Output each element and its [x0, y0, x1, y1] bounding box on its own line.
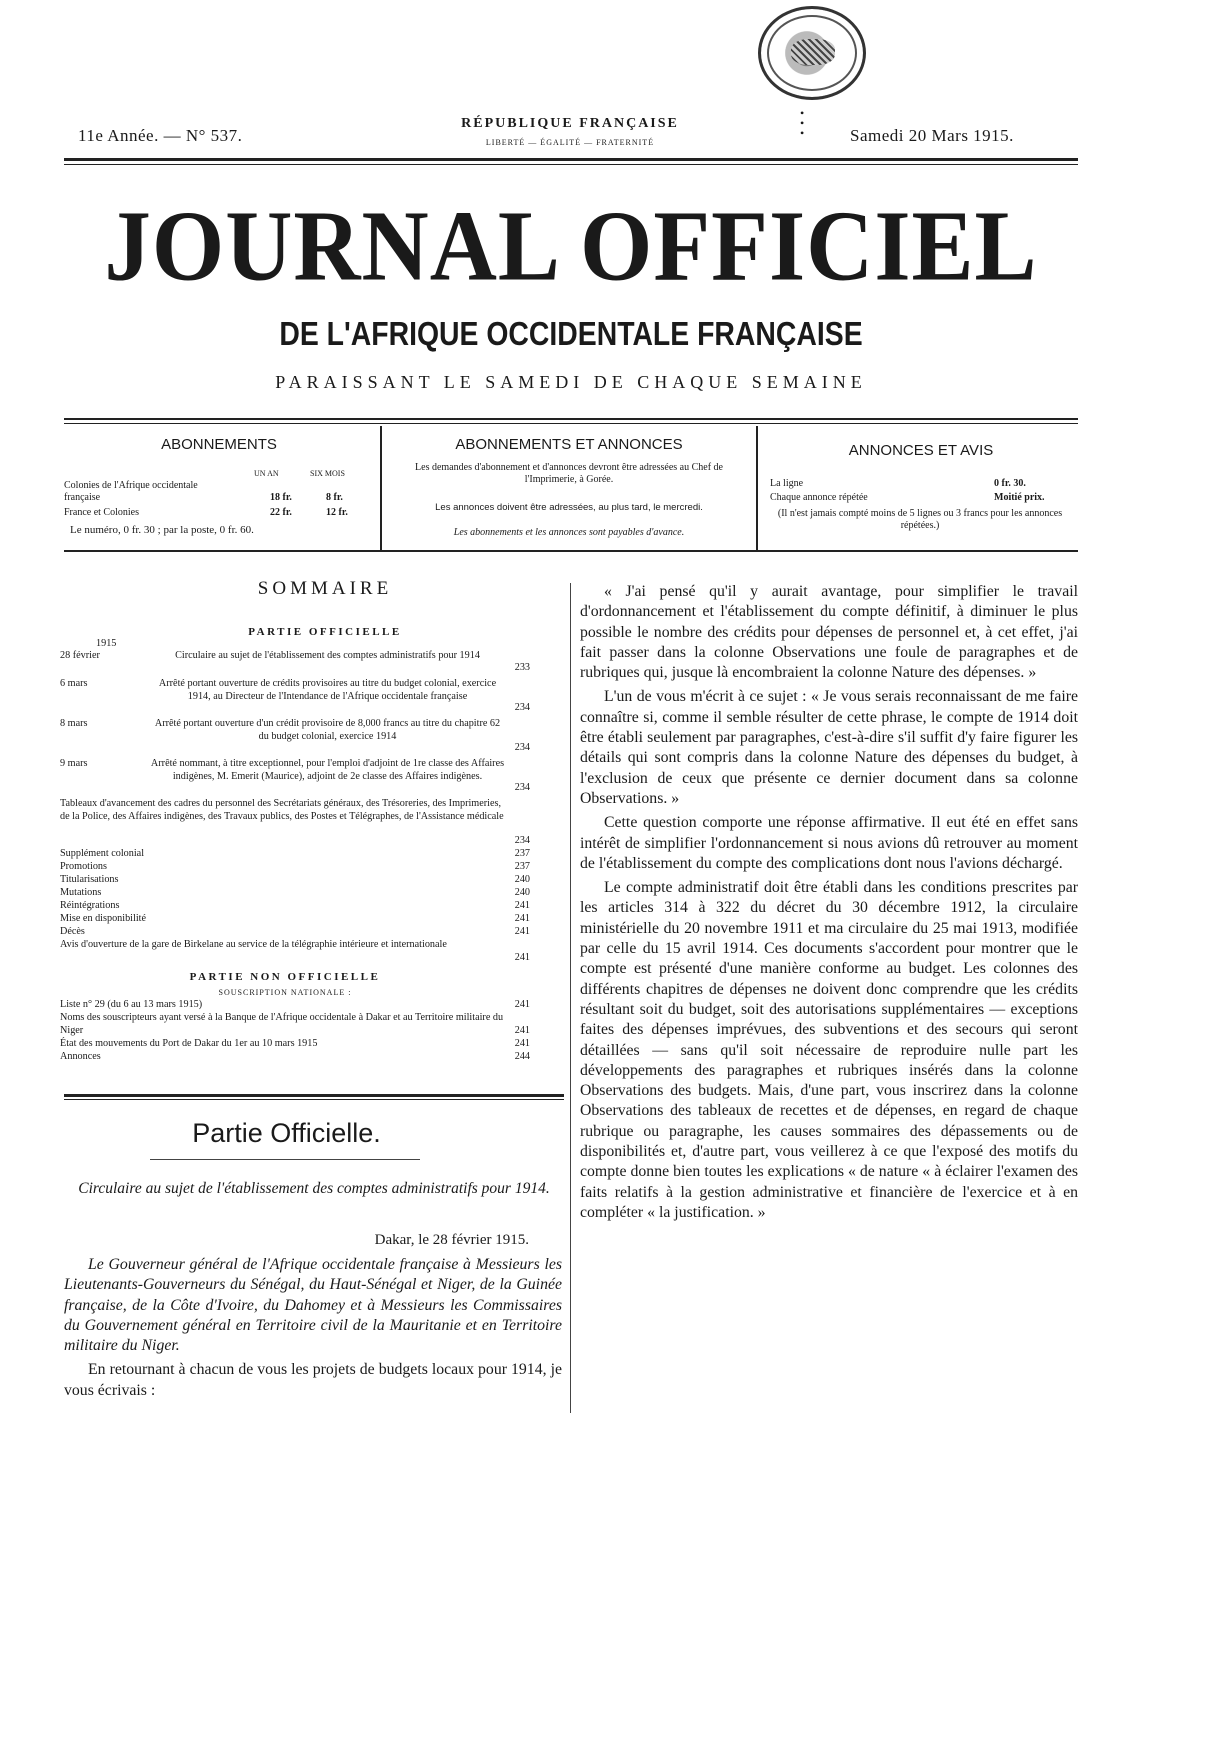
list-item: Avis d'ouverture de la gare de Birkelane au service de la télégraphie intérieure et internationale 241: [60, 939, 530, 963]
paragraph: Le compte administratif doit être établi dans les conditions prescrites par les articles 314 à 322 du décret du 30 décembre 1912, la circulaire ministérielle du 20 novembre 1911 et ma circulaire du 25 mai 1913, modifiée par celle du 15 avril 1914. Ces documents s'accordent pour montrer que le compte est présenté d'une manière conforme au budget. Les colonnes des différents chapitres de dépenses ne doivent donc comprendre que les crédits résultant soit du budget, soit des autorisations supplémentaires — exceptions faites des dépenses imprévues, des subventions et des secours qui seront détaillées — sans qu'il soit nécessaire de reproduire nulle part les développements des paragraphes et rubriques insérés dans la colonne Observations des budgets. Mais, d'une part, vous inscrirez dans la colonne Observations des tableaux de recettes et de dépenses, en regard de chaque rubrique ou paragraphe, les causes sommaires des dépassements ou de disponibilités et, d'autre part, vous veillerez à ce que l'exposé des motifs du compte donne bien toutes les explications « de nature « à éclairer l'examen des faits relatifs à la gestion administrative et financière de l'exercice et à en compléter « la justification. »: [580, 879, 1078, 1221]
box-separator: [380, 426, 382, 550]
circulaire-title: Circulaire au sujet de l'établissement des comptes administratifs pour 1914.: [78, 1180, 550, 1197]
circulaire-date: Dakar, le 28 février 1915.: [374, 1232, 529, 1248]
box-bottom-rule: [64, 550, 1078, 552]
box-separator: [756, 426, 758, 550]
box-top-rule-thin: [64, 423, 1078, 424]
annonces-note: (Il n'est jamais compté moins de 5 lignes ou 3 francs pour les annonces répétées.): [777, 508, 1063, 531]
annonces-avis-box: [764, 426, 1078, 550]
masthead-tagline: PARAISSANT LE SAMEDI DE CHAQUE SEMAINE: [275, 372, 867, 392]
repete-price: Moitié prix.: [994, 492, 1045, 503]
ab-annonces-title: ABONNEMENTS ET ANNONCES: [455, 436, 683, 453]
ligne-price: 0 fr. 30.: [994, 478, 1026, 489]
circulaire-body: [64, 1255, 562, 1401]
ab-annonces-box: [388, 426, 750, 550]
header-rule-thin: [64, 164, 1078, 165]
ornament-dots: • • •: [800, 106, 805, 140]
toc-year: 1915: [96, 638, 117, 649]
col-six-label: SIX MOIS: [310, 469, 345, 478]
box-top-rule: [64, 418, 1078, 420]
ab-annonces-line2: Les annonces doivent être adressées, au plus tard, le mercredi.: [435, 502, 703, 513]
masthead-subtitle: DE L'AFRIQUE OCCIDENTALE FRANÇAISE: [279, 315, 863, 352]
list-item: 28 février Circulaire au sujet de l'établissement des comptes administratifs pour 1914 233: [60, 650, 530, 673]
sommaire-end-rule: [64, 1094, 564, 1097]
circulaire-address: Le Gouverneur général de l'Afrique occidentale française à Messieurs les Lieutenants-Gouverneurs du Sénégal, du Haut-Sénégal et Niger, de la Guinée française, de la Côte d'Ivoire, du Dahomey et à Messieurs les Commissaires du Gouvernement général en Territoire civil de la Mauritanie et en Territoire militaire du Niger.: [64, 1256, 562, 1355]
row1-label: Colonies de l'Afrique occidentale française: [64, 480, 198, 503]
postmark-stamp: [758, 6, 866, 100]
list-item: 8 mars Arrêté portant ouverture d'un crédit provisoire de 8,000 francs au titre du chapitre 62 du budget colonial, exercice 1914 234: [60, 718, 530, 753]
header-rule: [64, 158, 1078, 161]
column-separator: [570, 583, 571, 1413]
abonnements-title: ABONNEMENTS: [161, 436, 277, 453]
numero-price: Le numéro, 0 fr. 30 ; par la poste, 0 fr. 60.: [70, 524, 254, 536]
list-item: Tableaux d'avancement des cadres du personnel des Secrétariats généraux, des Trésoreries, des Imprimeries, de la Police, des Affaires indigènes, des Travaux publics, des Postes et Télégraphes, de l'Assistance médicale 234: [60, 798, 530, 846]
abonnements-box: [64, 426, 374, 550]
paragraph: « J'ai pensé qu'il y aurait avantage, pour simplifier le travail d'ordonnancement et l'établissement du compte définitif, à diminuer le plus possible le nombre des crédits pour dépenses de personnel et, à cet effet, j'ai fait passer dans la colonne Observations une foule de paragraphes et de rubriques qui, jusque là encombraient la colonne Nature des dépenses. »: [580, 583, 1078, 682]
souscription-label: SOUSCRIPTION NATIONALE :: [218, 988, 352, 997]
partie-officielle-title: Partie Officielle.: [192, 1118, 381, 1148]
circulaire-intro: En retournant à chacun de vous les projets de budgets locaux pour 1914, je vous écrivais :: [64, 1361, 562, 1399]
republic-title: RÉPUBLIQUE FRANÇAISE: [461, 116, 679, 131]
annonces-avis-title: ANNONCES ET AVIS: [848, 442, 994, 459]
sommaire-title: SOMMAIRE: [257, 578, 393, 599]
row1-year: 18 fr.: [270, 492, 292, 503]
issue-date: Samedi 20 Mars 1915.: [850, 126, 1014, 145]
partie-officielle-heading: PARTIE OFFICIELLE: [248, 626, 402, 638]
year-issue: 11e Année. — N° 537.: [78, 126, 243, 145]
masthead-title: JOURNAL OFFICIEL: [104, 190, 1038, 303]
divider: [150, 1159, 420, 1160]
list-item: 9 mars Arrêté nommant, à titre exceptionnel, pour l'emploi d'adjoint de 1re classe des Affaires indigènes, M. Emerit (Maurice), adjoint de 2e classe des Affaires indigènes. 234: [60, 758, 530, 793]
ab-annonces-line1: Les demandes d'abonnement et d'annonces devront être adressées au Chef de l'Imprimerie, à Gorée.: [415, 462, 723, 485]
ab-annonces-line3: Les abonnements et les annonces sont payables d'avance.: [453, 527, 685, 538]
sommaire-end-rule-thin: [64, 1099, 564, 1100]
right-column: [580, 582, 1078, 1223]
repete-label: Chaque annonce répétée: [770, 492, 868, 503]
list-item: Noms des souscripteurs ayant versé à la Banque de l'Afrique occidentale à Dakar et au Territoire militaire du Niger 241: [60, 1012, 530, 1036]
row2-six: 12 fr.: [326, 507, 348, 518]
partie-non-officielle-heading: PARTIE NON OFFICIELLE: [189, 971, 381, 983]
col-year-label: UN AN: [254, 469, 279, 478]
paragraph: L'un de vous m'écrit à ce sujet : « Je vous serais reconnaissant de me faire connaître si, comme il semble résulter de cette phrase, le compte de 1914 doit être établi seulement par paragraphes, c'est-à-dire s'il suffit d'y faire figurer les détails qui sont compris dans la colonne Nature des dépenses du budget, à l'exclusion de ceux que présente ce dernier document dans sa colonne Observations. »: [580, 688, 1078, 807]
ligne-label: La ligne: [770, 478, 804, 489]
row2-year: 22 fr.: [270, 507, 292, 518]
list-item: 6 mars Arrêté portant ouverture de crédits provisoires au titre du budget colonial, exercice 1914, au Directeur de l'Intendance de l'Afrique occidentale française 234: [60, 678, 530, 713]
republic-motto: LIBERTÉ — ÉGALITÉ — FRATERNITÉ: [485, 138, 655, 147]
paragraph: Cette question comporte une réponse affirmative. Il eut été en effet sans intérêt de simplifier l'ordonnancement si nous avions dû retrouver au moment de l'établissement du compte des complications dont nous l'avions déchargé.: [580, 814, 1078, 872]
sommaire-list: 1915 28 février Circulaire au sujet de l'établissement des comptes administratifs pour 1914 233 6 mars Arrêté portant ouverture de crédits provisoires au titre du budget colonial, exercice 1914, au Directeur de l'Intendance de l'Afrique occidentale française 234 8 mars Arrêté portant ouverture d'un crédit provisoire de 8,000 francs au titre du chapitre 62 du budget colonial, exercice 1914 234 9 mars Arrêté nommant, à titre exceptionnel, pour l'emploi d'adjoint de 1re classe des Affaires indigènes, M. Emerit (Maurice), adjoint de 2e classe des Affaires indigènes. 234 Tableaux d'avancement des cadres du personnel des Secrétariats généraux, des Trésoreries, des Imprimeries, de la Police, des Affaires indigènes, des Travaux publics, des Postes et Télégraphes, de l'Assistance médicale 234 Supplément colonial 237 Promotions 237 Titularisations 240 Mutations 240 Réintégrations 241 Mise en disponibilité 241 Décès 241 Avis d'ouverture de la gare de Birkelane au service de la télégraphie intérieure et internationale 241 PARTIE NON OFFICIELLE SOUSCRIPTION NATIONALE : Liste n° 29 (du 6 au 13 mars 1915) 241 Noms des souscripteurs ayant versé à la Banque de l'Afrique occidentale à Dakar et au Territoire militaire du Niger 241 État des mouvements du Port de Dakar du 1er au 10 mars 1915 241 Annonces 244: [60, 638, 530, 1062]
row1-six: 8 fr.: [326, 492, 343, 503]
row2-label: France et Colonies: [64, 507, 139, 518]
